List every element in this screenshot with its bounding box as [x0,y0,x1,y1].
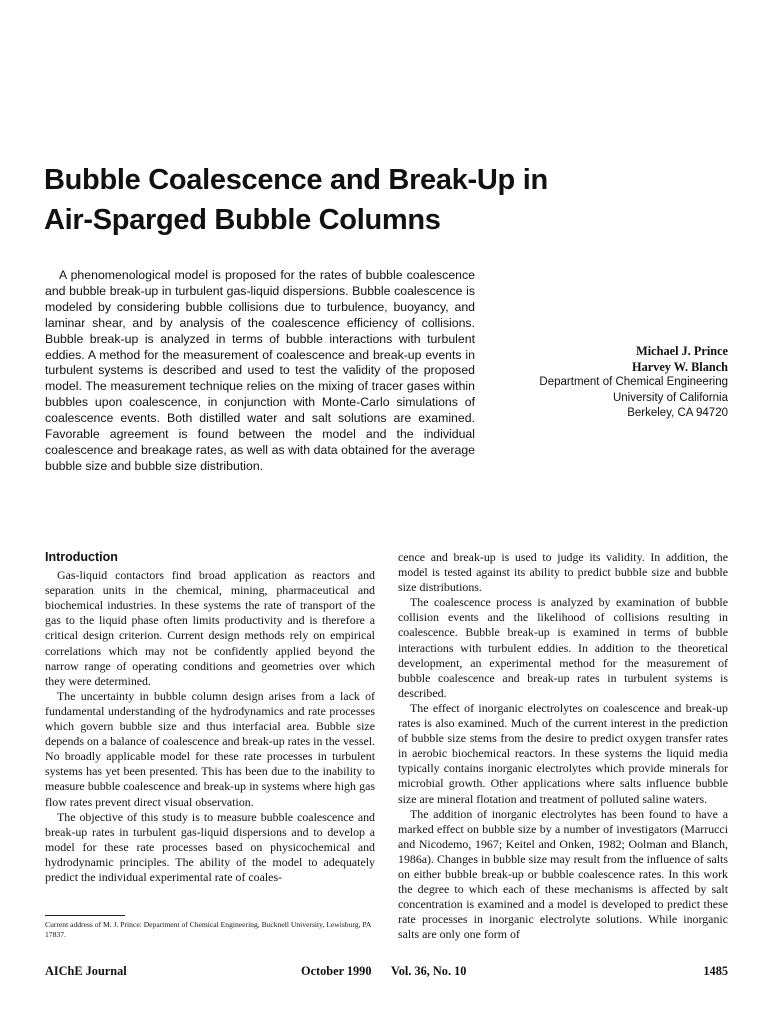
section-heading-introduction: Introduction [45,550,118,564]
paragraph-3: The objective of this study is to measure bubble coalescence and break-up rates in turbulent gas-liquid dispersions and to develop a model for these rate processes based on physicochemical and hydrodynamic principles. The ability of the model to adequately predict the individual experimental rate of coales- [45,809,375,884]
title-line-2: Air-Sparged Bubble Columns [44,204,441,236]
affiliation-university: University of California [612,391,728,404]
paragraph-7: The addition of inorganic electrolytes has been found to have a marked effect on bubble size by a number of investigators (Marrucci and Nicodemo, 1967; Keitel and Onken, 1982; Oolman and Blanch, 1986a). Changes in bubble size may result from the influence of salts on either bubble break-up or bubble coalescence rates. In this work the degree to which each of these mechanisms is affected by salt concentration is examined and a model is developed to predict these rate processes in inorganic electrolyte solutions. While inorganic salts are only one form of [398,806,728,942]
paragraph-4: cence and break-up is used to judge its validity. In addition, the model is tested against its ability to predict bubble size and bubble size distributions. [398,550,728,595]
author-block [468,344,728,422]
footnote-rule [45,915,125,916]
footnote: Current address of M. J. Prince: Department of Chemical Engineering, Bucknell University, Lewisburg, PA 17837. [45,920,371,939]
paragraph-2: The uncertainty in bubble column design arises from a lack of fundamental understanding of the hydrodynamics and rate processes which govern bubble size and thus interfacial area. Bubble size depends on a balance of coalescence and break-up rates in the vessel. No broadly applicable model for these rate processes in turbulent systems has yet been presented. This has been due to the inability to measure bubble coalescence and break-up in systems where high gas flow rates prevent direct visual observation. [45,688,375,809]
author-name-2: Harvey W. Blanch [632,359,728,374]
paragraph-5: The coalescence process is analyzed by examination of bubble collision events and the likelihood of collisions resulting in coalescence. Bubble break-up is examined in terms of bubble interactions with turbulent eddies. In addition to the theoretical development, an experimental method for the measurement of bubble coalescence and break-up rates in turbulent systems is described. [398,595,728,700]
paragraph-1: Gas-liquid contactors find broad application as reactors and separation units in the chemical, mining, pharmaceutical and biochemical industries. In these systems the rate of transport of the gas to the liquid phase often limits productivity and is therefore a critical design criterion. Current design methods rely on empirical correlations which may not be confidently applied beyond the narrow range of operating conditions and geometries over which they were determined. [45,568,375,688]
body-column-right [398,550,728,942]
title-line-1: Bubble Coalescence and Break-Up in [44,164,548,196]
affiliation-city: Berkeley, CA 94720 [627,407,728,419]
body-column-left [45,550,375,885]
abstract: A phenomenological model is proposed for the rates of bubble coalescence and bubble break-up in turbulent gas-liquid dispersions. Bubble coalescence is modeled by considering bubble collisions due to turbulence, buoyancy, and laminar shear, and by analysis of the coalescence efficiency of collisions. Bubble break-up is analyzed in terms of bubble interactions with turbulent eddies. A method for the measurement of coalescence and break-up events in turbulent systems is described and used to test the validity of the proposed model. The measurement technique relies on the mixing of tracer gases within bubbles upon coalescence, in conjunction with Monte-Carlo simulations of coalescence events. Both distilled water and salt solutions are examined. Favorable agreement is found between the model and the individual coalescence and breakage rates, as well as with data obtained for the average bubble size and bubble size distribution. [45,268,475,473]
paper-title [44,160,684,240]
footer-journal: AIChE Journal [45,964,127,978]
footer-volume: Vol. 36, No. 10 [391,964,467,978]
footer-page-number: 1485 [703,964,728,978]
author-name-1: Michael J. Prince [636,344,728,358]
footer-date: October 1990 [301,964,372,978]
affiliation-department: Department of Chemical Engineering [539,376,728,388]
paragraph-6: The effect of inorganic electrolytes on coalescence and break-up rates is also examined. Much of the current interest in the prediction of bubble size stems from the desire to predict oxygen transfer rates in aerobic biochemical reactors. In these systems the liquid media typically contains inorganic electrolytes which provide minerals for microbial growth. Other applications where salts influence bubble size are mineral flotation and treatment of polluted saline waters. [398,700,728,806]
